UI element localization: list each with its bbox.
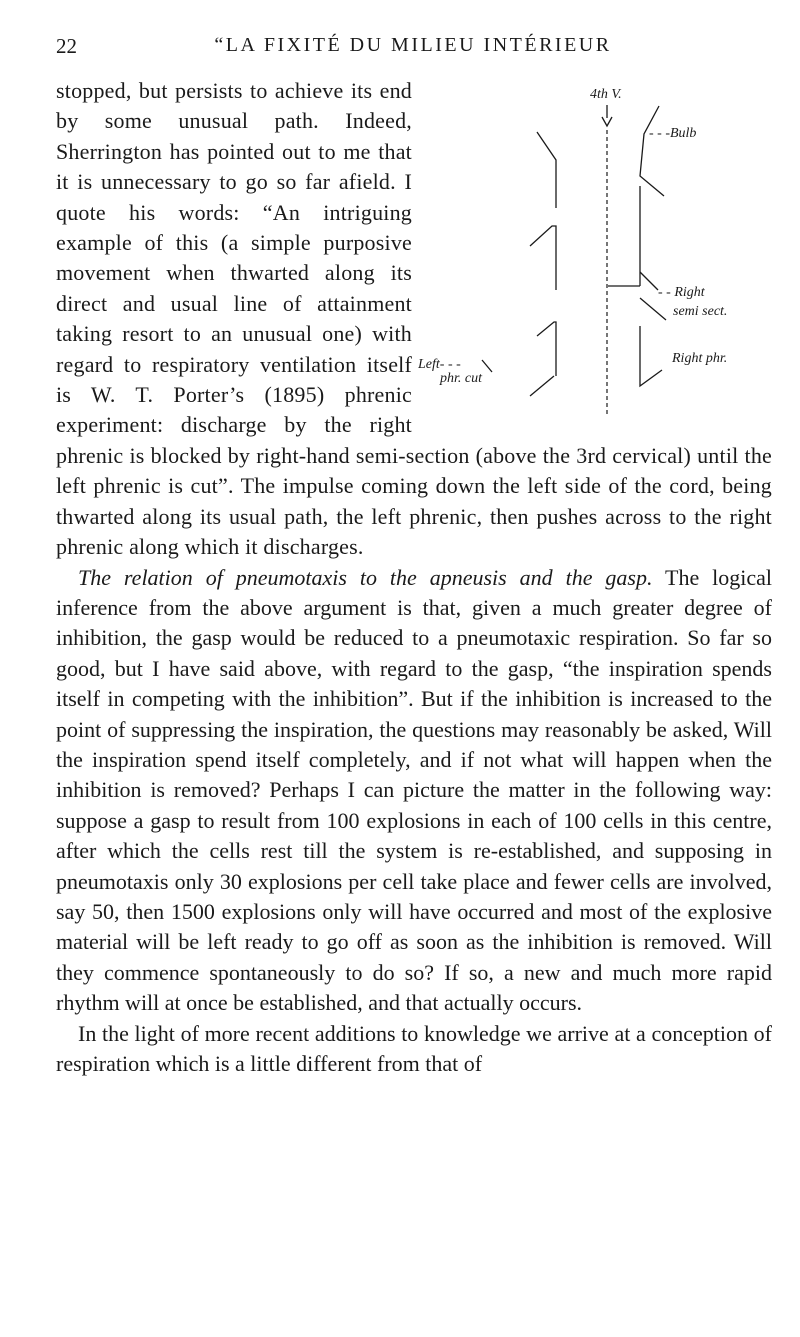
paragraph-3: In the light of more recent additions to knowledge we arrive at a conception of respiration which is a little different from that of [56,1020,772,1076]
left-cord-lower [537,322,556,376]
label-right-semi-1: - - Right [658,285,705,300]
phrenic-diagram-svg [418,76,790,425]
label-fourth-ventricle: 4th V. [590,87,622,102]
left-cord-middle [530,226,556,290]
label-left-phrenic-1: Left- - - [418,357,461,372]
label-left-phrenic-2: phr. cut [440,371,482,386]
left-cord-bottom [530,376,554,396]
label-right-phrenic: Right phr. [672,351,728,366]
page-header [56,34,770,64]
page-body [56,76,772,1079]
right-cord-lower [640,326,662,386]
right-semi-section-mark [640,272,658,290]
paragraph-2-body: The logical inference from the above argument is that, given a much greater degree of inhibition, the gasp would be reduced to a pneumotaxic respiration. So far so good, but I have said above, with regard to the gasp, “the inspiration spends itself in competing with the inhibition”. But if the inhibition is increased to the point of suppressing the inspiration, the questions may reasonably be asked, Will the inspiration spend itself completely, and if not what will happen when the inhibition is removed? Perhaps I can picture the matter in the following way: suppose a gasp to result from 100 explosions in each of 100 cells in this centre, after which the cells rest till the system is re-established, and supposing in pneumotaxis only 30 explosions per cell take place and fewer cells are involved, say 50, then 1500 explosions only will have occurred and most of the explosive material will be left ready to go off as soon as the inhibition is removed. Will they commence spontaneously to do so? If so, a new and much more rapid rhythm will at once be established, and that actually occurs. [56,564,773,1016]
left-cord-upper [537,132,556,208]
right-cord-upper [640,106,664,196]
paragraph-2 [56,563,772,1019]
figure-phrenic-diagram [418,76,790,425]
label-bulb: - - -Bulb [649,126,697,141]
right-cord-branch [640,298,666,320]
running-title: “LA FIXITÉ DU MILIEU INTÉRIEUR [214,34,612,56]
fourth-v-arrow-head [602,117,612,126]
page-number: 22 [56,34,77,58]
paragraph-1: stopped, but persists to achieve its end by some unusual path. Indeed, Sherrington has pointed out to me that it is unnecessary to go so far afield. I quote his words: “An intriguing example of this (a simple purposive movement when thwarted along its direct and usual line of attainment taking resort to an unusual one) with regard to respiratory ventilation itself is W. T. Porter’s (1895) phrenic experiment: discharge by the right phrenic is blocked by right-hand semi-section (above the 3rd cervical) until the left phrenic is cut”. The impulse coming down the left side of the cord, being thwarted along its usual path, the left phrenic, then pushes across to the right phrenic along which it discharges. [56,78,772,560]
label-right-semi-2: semi sect. [673,304,728,319]
section-heading-pneumotaxis: The relation of pneumotaxis to the apneusis and the gasp. [78,564,653,590]
left-phrenic-cut-mark [482,360,492,372]
